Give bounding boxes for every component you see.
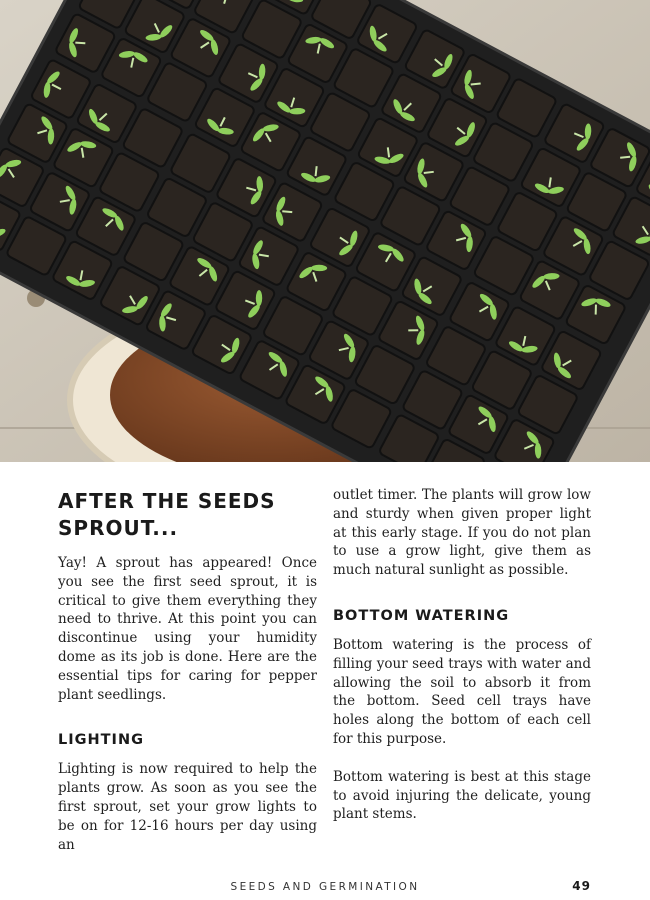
intro-paragraph: Yay! A sprout has appeared! Once you see the first seed sprout, it is critical to give them everything they need to thrive. At this point you can discontinue using your humidity dome as its job is done. Here are the essential tips for caring for pepper plant seedlings. [58,555,317,703]
page-heading: AFTER THE SEEDS SPROUT... [58,489,276,540]
bottom-watering-paragraph-1: Bottom watering is the process of filling your seed trays with water and allowing the soil to absorb it from the bottom. Seed cell trays have holes along the bottom of each cell for this purpose. [333,636,591,747]
left-column [58,484,317,854]
bottom-watering-heading: BOTTOM WATERING [333,607,510,624]
right-column [333,486,591,824]
lighting-paragraph-end: outlet timer. The plants will grow low and sturdy when given proper light at this early stage. If you do not plan to use a grow light, give them as much natural sunlight as possible. [333,487,591,579]
footer-section-title: SEEDS AND GERMINATION [230,881,420,893]
lighting-heading: LIGHTING [58,732,144,749]
lighting-paragraph-start: Lighting is now required to help the plants grow. As soon as you see the first sprout, set your grow lights to be on for 12-16 hours per day using an [58,761,317,853]
bottom-watering-paragraph-2: Bottom watering is best at this stage to avoid injuring the delicate, young plant stems. [333,768,591,823]
page-number: 49 [572,879,591,893]
